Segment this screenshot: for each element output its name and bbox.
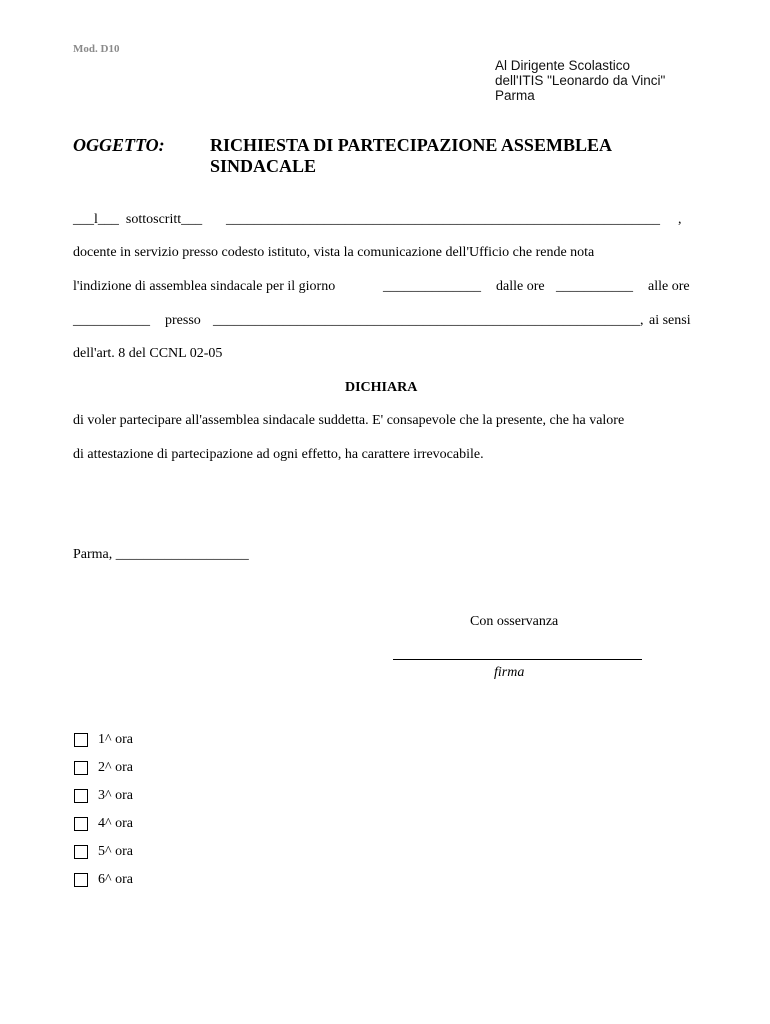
declaration-line-2: di attestazione di partecipazione ad ogni effetto, ha carattere irrevocabile. [73,447,484,462]
hour-option-6 [74,872,133,888]
recipient-line-3: Parma [495,88,535,103]
hour-3-checkbox[interactable] [74,789,88,803]
body-line-5: dell'art. 8 del CCNL 02-05 [73,346,223,361]
hour-option-5 [74,844,133,860]
hour-4-label: 4^ ora [98,816,133,831]
body-line-3-text: l'indizione di assemblea sindacale per il giorno [73,279,336,294]
hour-option-1 [74,732,133,748]
body-line-2: docente in servizio presso codesto istituto, vista la comunicazione dell'Ufficio che rende nota [73,245,595,260]
hour-4-checkbox[interactable] [74,817,88,831]
hour-5-checkbox[interactable] [74,845,88,859]
declaration-heading: DICHIARA [345,380,418,395]
undersigned-prefix: ___l___ sottoscritt___ [73,212,203,227]
closing-regards: Con osservanza [470,614,559,629]
date-blank: ______________ [383,279,481,294]
signature-line [393,659,642,660]
from-hour-blank: ___________ [556,279,633,294]
subject-line-2: SINDACALE [210,156,317,176]
hour-option-2 [74,760,133,776]
hour-2-label: 2^ ora [98,760,133,775]
name-blank-comma: , [678,212,682,227]
hour-1-label: 1^ ora [98,732,133,747]
hour-option-3 [74,788,133,804]
to-hour-label: alle ore [648,279,690,294]
hour-6-checkbox[interactable] [74,873,88,887]
recipient-line-1: Al Dirigente Scolastico [495,58,631,73]
place-date-line: Parma, ___________________ [73,547,249,562]
subject-label: OGGETTO: [73,135,165,155]
hour-option-4 [74,816,133,832]
from-hour-label: dalle ore [496,279,545,294]
subject-line-1: RICHIESTA DI PARTECIPAZIONE ASSEMBLEA [210,135,612,155]
name-blank: ______________________________________________________________ [226,212,660,227]
hour-5-label: 5^ ora [98,844,133,859]
model-code: Mod. D10 [73,43,120,55]
ai-sensi-text: ai sensi [649,313,691,328]
hour-1-checkbox[interactable] [74,733,88,747]
hour-6-label: 6^ ora [98,872,133,887]
hour-3-label: 3^ ora [98,788,133,803]
to-hour-blank: ___________ [73,313,150,328]
hour-2-checkbox[interactable] [74,761,88,775]
location-blank: _____________________________________________________________, [213,313,644,328]
signature-caption: firma [494,665,525,680]
declaration-line-1: di voler partecipare all'assemblea sindacale suddetta. E' consapevole che la presente, che ha valore [73,413,625,428]
recipient-line-2: dell'ITIS "Leonardo da Vinci" [495,73,666,88]
location-label: presso [165,313,201,328]
